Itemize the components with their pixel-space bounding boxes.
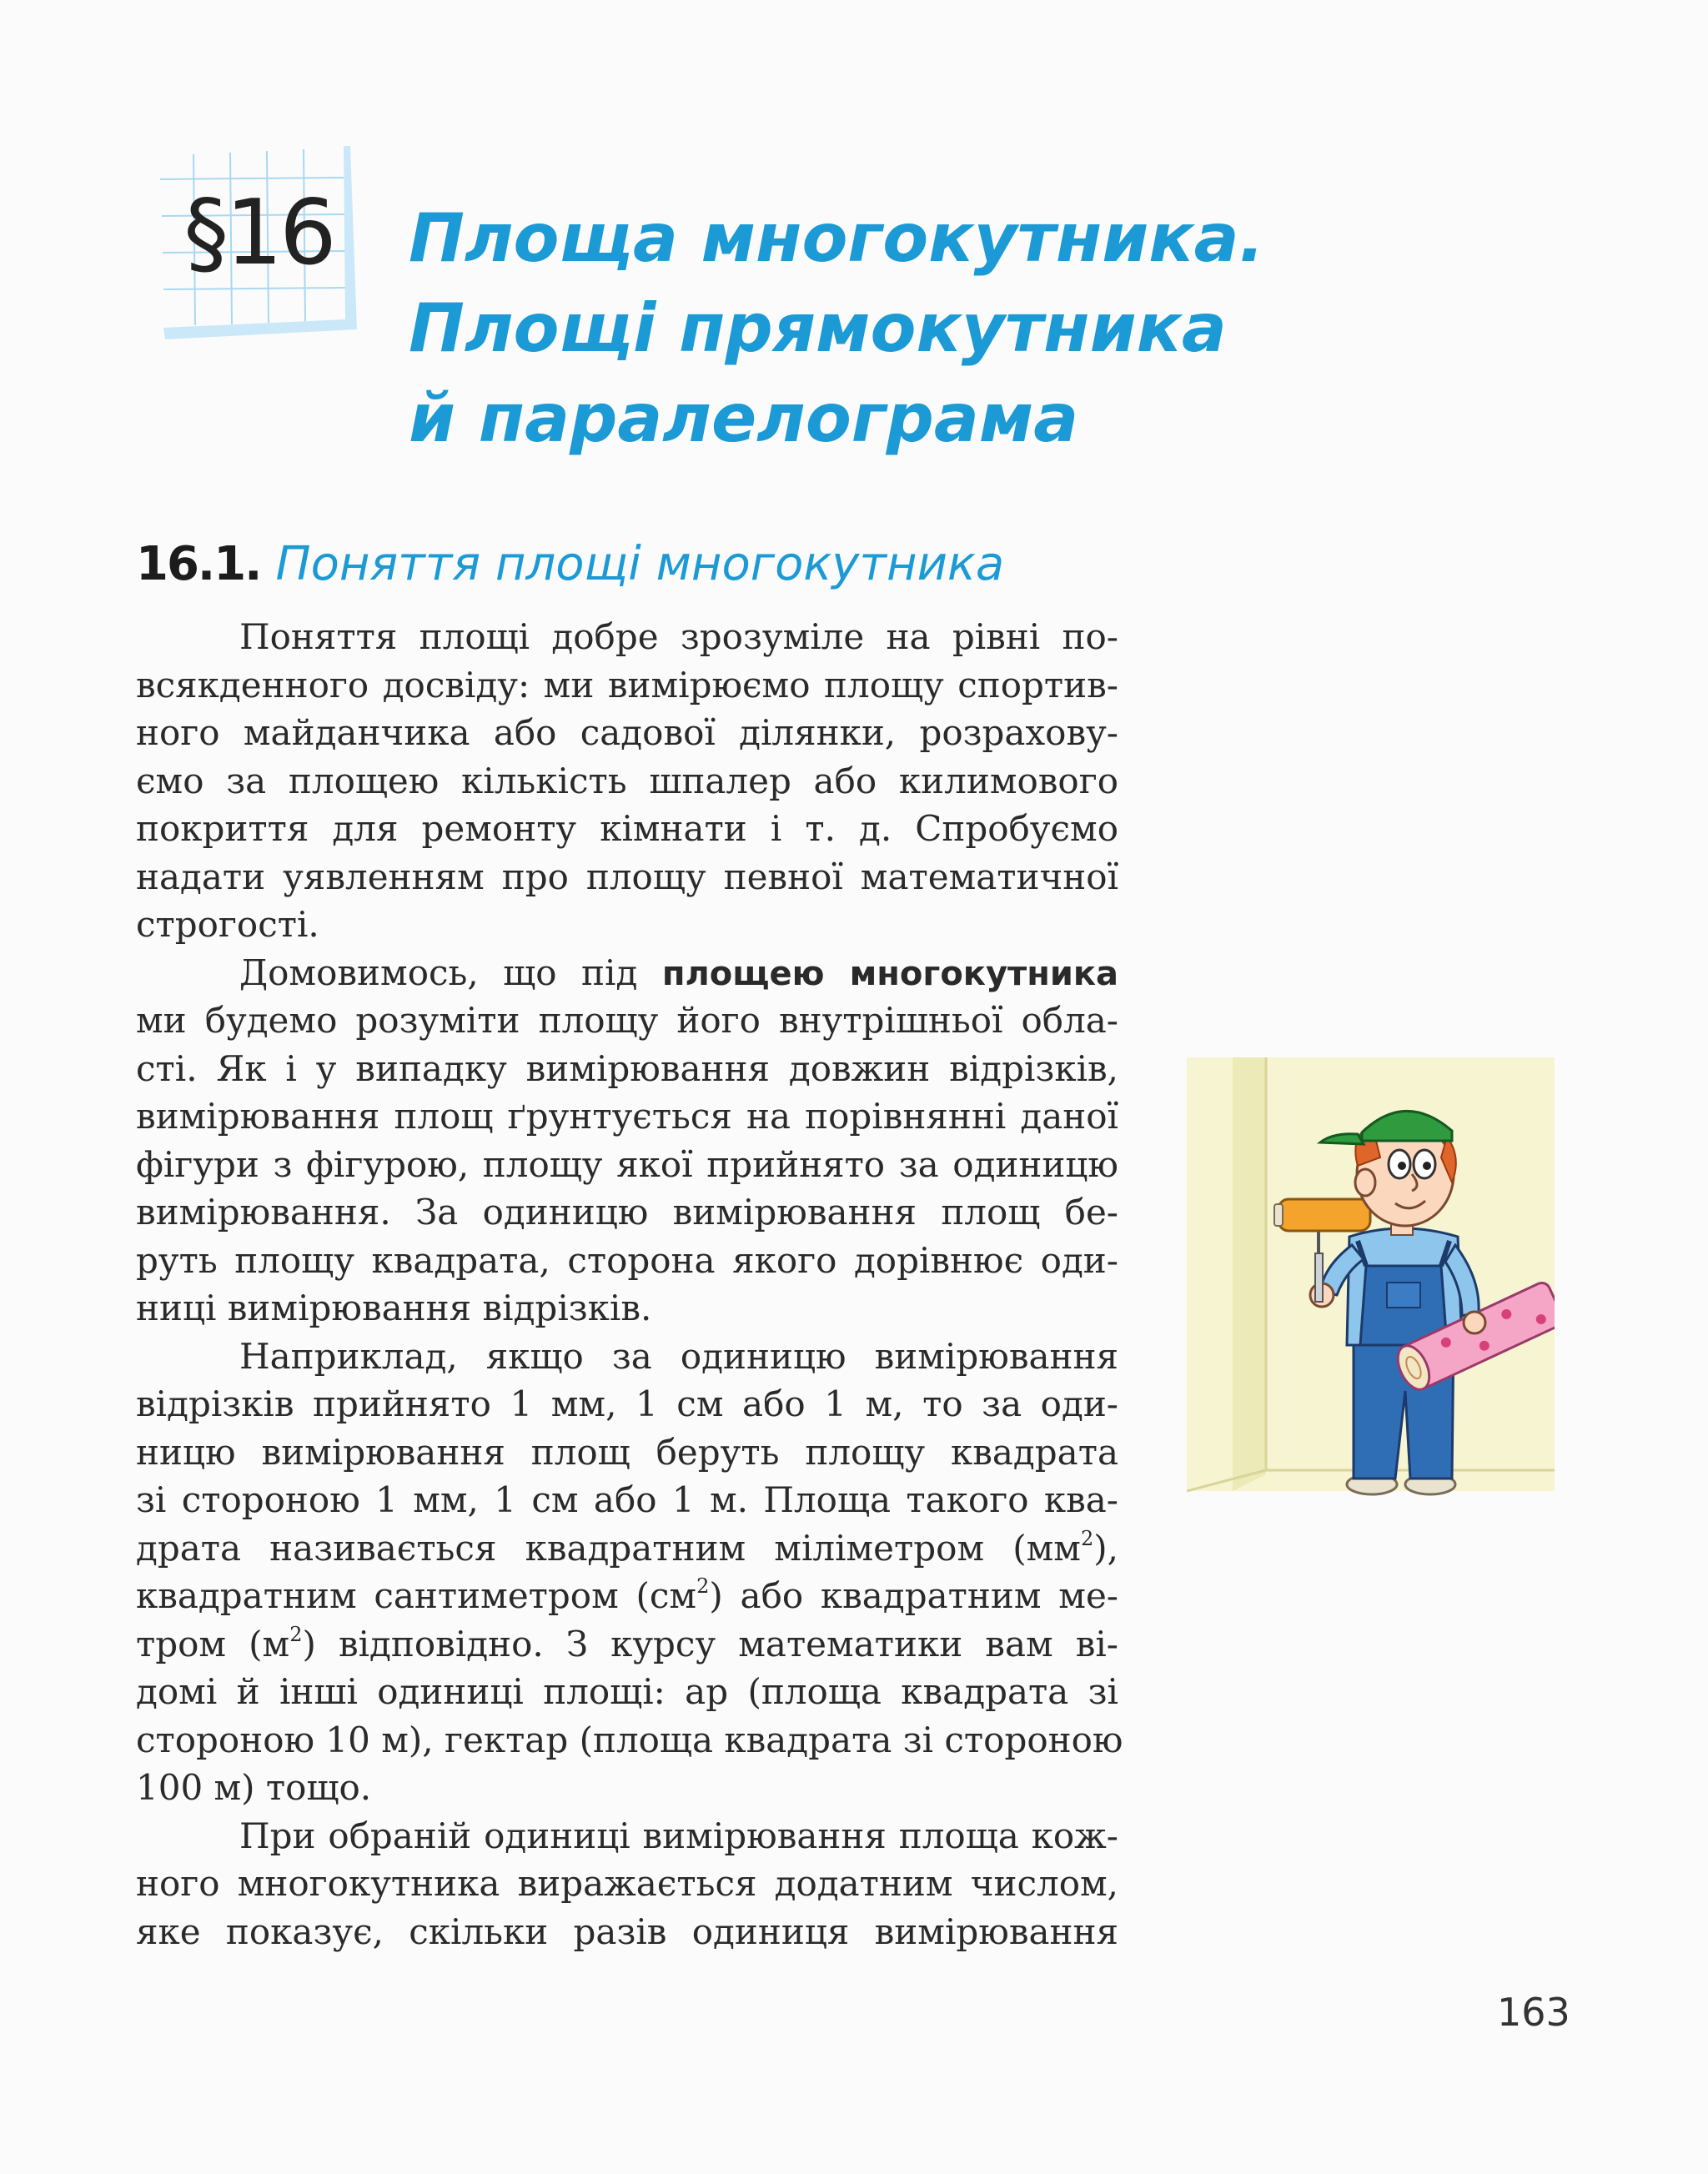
chapter-title-line: й паралелограма	[409, 379, 1079, 457]
text-line: яке показує, скільки разів одиниця вимірювання	[136, 1910, 1118, 1952]
text-line: ємо за площею кількість шпалер або килимового	[136, 760, 1118, 801]
text-fragment: квадратним сантиметром (см	[136, 1575, 697, 1616]
decorator-illustration	[1187, 1057, 1555, 1501]
text-line: ми будемо розуміти площу його внутрішньої обла-	[136, 1000, 1118, 1041]
text-fragment: Домовимось, що під	[239, 951, 638, 993]
text-line: 100 м) тощо.	[136, 1767, 372, 1808]
chapter-title	[409, 193, 1326, 464]
text-line: покриття для ремонту кімнати і т. д. Спробуємо	[136, 808, 1118, 849]
chapter-title-line: Площі прямокутника	[409, 289, 1227, 367]
superscript: 2	[1080, 1526, 1094, 1550]
paragraph-number: §16	[183, 181, 334, 285]
text-line: стороною 10 м), гектар (площа квадрата зі стороною	[136, 1719, 1123, 1760]
superscript: 2	[696, 1574, 710, 1598]
text-line: домі й інші одиниці площі: ар (площа квадрата зі	[136, 1671, 1118, 1712]
text-line: всякденного досвіду: ми вимірюємо площу спортив-	[136, 664, 1118, 705]
text-line: сті. Як і у випадку вимірювання довжин відрізків,	[136, 1047, 1118, 1089]
text-fragment: ) або квадратним ме-	[709, 1575, 1118, 1616]
paragraph-marker	[160, 146, 357, 339]
text-line: ниці вимірювання відрізків.	[136, 1288, 652, 1328]
body-text	[136, 613, 1123, 1956]
term-bold: площею многокутника	[661, 954, 1119, 993]
text-line: фігури з фігурою, площу якої прийнято за одиницю	[136, 1143, 1118, 1185]
text-fragment: ),	[1093, 1527, 1118, 1569]
text-line: надати уявленням про площу певної математичної	[136, 856, 1118, 897]
superscript: 2	[289, 1622, 303, 1646]
section-number: 16.1.	[136, 537, 261, 591]
text-line: Наприклад, якщо за одиницю вимірювання	[239, 1335, 1118, 1377]
text-line: При обраній одиниці вимірювання площа кож-	[239, 1815, 1118, 1856]
text-line: строгості.	[136, 904, 319, 945]
text-fragment: тром (м	[136, 1623, 290, 1664]
text-line: вимірювання площ ґрунтується на порівнянні даної	[136, 1096, 1118, 1137]
text-line: зі стороною 1 мм, 1 см або 1 м. Площа такого ква-	[136, 1479, 1118, 1520]
text-line	[136, 949, 1118, 997]
text-line	[136, 1620, 1118, 1669]
text-line: руть площу квадрата, сторона якого дорівнює оди-	[136, 1239, 1118, 1281]
text-line: ницю вимірювання площ беруть площу квадрата	[136, 1431, 1118, 1473]
text-fragment: драта називається квадратним міліметром (мм	[136, 1527, 1081, 1569]
text-line: Поняття площі добре зрозуміле на рівні по-	[239, 616, 1118, 657]
section-title: Поняття площі многокутника	[275, 537, 1005, 591]
text-line: відрізків прийнято 1 мм, 1 см або 1 м, то за оди-	[136, 1383, 1118, 1424]
text-line	[136, 1524, 1118, 1573]
text-line: ного майданчика або садової ділянки, розрахову-	[136, 712, 1118, 753]
text-line	[136, 1572, 1118, 1620]
section-heading	[136, 535, 1004, 594]
page-number: 163	[1497, 1990, 1570, 2035]
text-line: вимірювання. За одиницю вимірювання площ бе-	[136, 1192, 1118, 1233]
text-fragment: ) відповідно. З курсу математики вам ві-	[302, 1623, 1118, 1664]
text-line: ного многокутника виражається додатним числом,	[136, 1863, 1118, 1904]
chapter-title-line: Площа многокутника.	[409, 199, 1264, 277]
